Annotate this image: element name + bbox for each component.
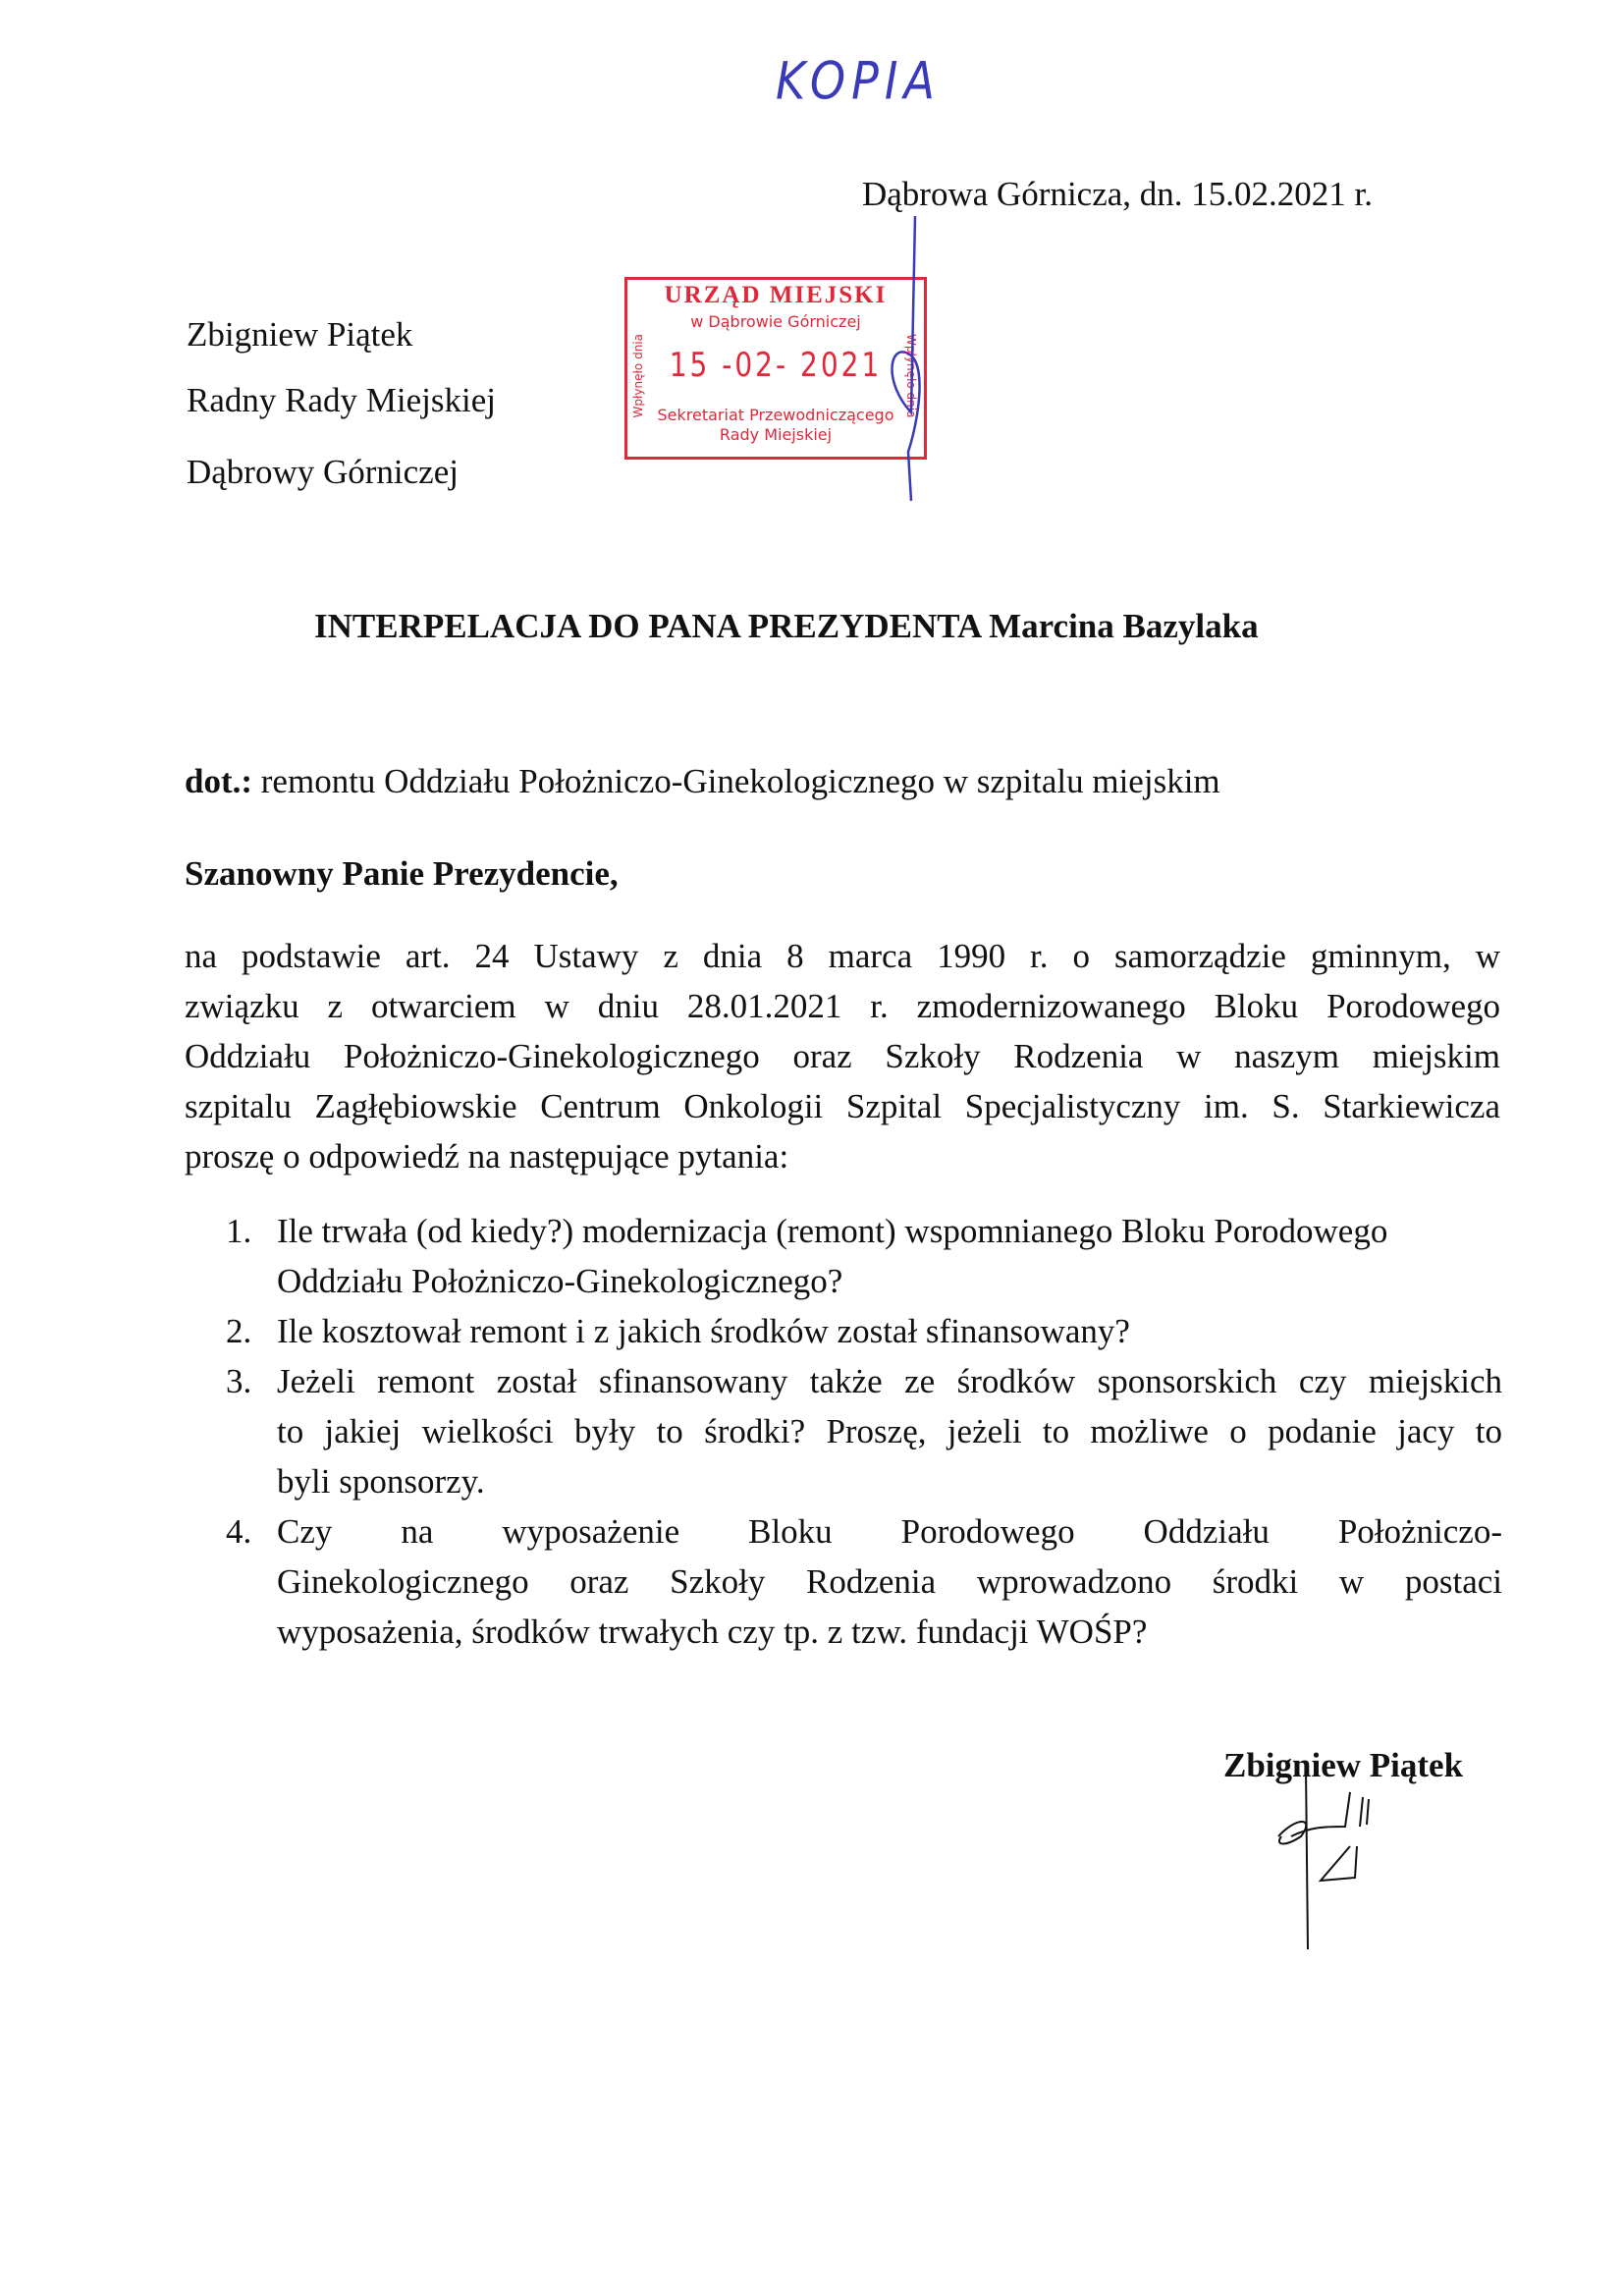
question-line: Oddziału Położniczo-Ginekologicznego? [277,1262,843,1300]
stamp-header: URZĄD MIEJSKI [664,282,888,308]
question-item [226,1506,1502,1657]
paragraph-line: związku z otwarciem w dniu 28.01.2021 r. zmodernizowanego Bloku Porodowego [185,987,1500,1025]
stamp-side-right: Wpłynęło dnia [904,334,918,418]
paragraph-line: Oddziału Położniczo-Ginekologicznego oraz Szkoły Rodzenia w naszym miejskim [185,1037,1500,1075]
question-line: wyposażenia, środków trwałych czy tp. z tzw. fundacji WOŚP? [277,1613,1148,1651]
question-line: Ginekologicznego oraz Szkoły Rodzenia wprowadzono środki w postaci [277,1562,1502,1601]
stamp-footer-line2: Rady Miejskiej [719,425,833,444]
question-number: 2. [226,1312,252,1350]
question-number: 4. [226,1512,252,1551]
sender-city: Dąbrowy Górniczej [187,453,459,491]
document-title: INTERPELACJA DO PANA PREZYDENTA Marcina Bazylaka [314,607,1259,645]
stamp-side-left: Wpłynęło dnia [631,334,645,418]
stamp-footer-line1: Sekretariat Przewodniczącego [657,406,894,424]
question-line: Czy na wyposażenie Bloku Porodowego Oddziału Położniczo- [277,1512,1502,1551]
paragraph-line: na podstawie art. 24 Ustawy z dnia 8 marca 1990 r. o samorządzie gminnym, w [185,937,1500,975]
subject-label: dot.: [185,762,253,800]
paragraph-line: szpitalu Zagłębiowskie Centrum Onkologii Szpital Specjalistyczny im. S. Starkiewicza [185,1087,1500,1125]
question-line: byli sponsorzy. [277,1462,485,1501]
stamp-date: 15 -02- 2021 [669,345,883,385]
subject-text: remontu Oddziału Położniczo-Ginekologicznego w szpitalu miejskim [252,762,1220,800]
questions-list [226,1206,1502,1657]
body-paragraph [185,931,1500,1181]
stamp-subheader: w Dąbrowie Górniczej [690,312,861,331]
stamp-initials-stroke [892,216,919,501]
question-line: Ile kosztował remont i z jakich środków został sfinansowany? [277,1312,1130,1350]
question-line: Jeżeli remont został sfinansowany także ze środków sponsorskich czy miejskich [277,1362,1502,1400]
place-and-date: Dąbrowa Górnicza, dn. 15.02.2021 r. [862,175,1374,213]
signature-name: Zbigniew Piątek [1223,1746,1464,1784]
question-line: to jakiej wielkości były to środki? Proszę, jeżeli to możliwe o podanie jacy to [277,1412,1502,1450]
handwritten-copy-annotation: KOPIA [776,49,941,112]
question-item [226,1356,1502,1506]
paragraph-line: proszę o odpowiedź na następujące pytania: [185,1137,789,1175]
sender-role: Radny Rady Miejskiej [187,381,496,419]
question-item [226,1206,1502,1306]
question-number: 1. [226,1212,252,1250]
greeting: Szanowny Panie Prezydencie, [185,854,619,893]
question-item [226,1306,1502,1356]
subject-line [185,756,1220,806]
question-line: Ile trwała (od kiedy?) modernizacja (remont) wspomnianego Bloku Porodowego [277,1212,1388,1250]
sender-name: Zbigniew Piątek [187,315,413,354]
signature-stroke [1278,1768,1369,1949]
question-number: 3. [226,1362,252,1400]
